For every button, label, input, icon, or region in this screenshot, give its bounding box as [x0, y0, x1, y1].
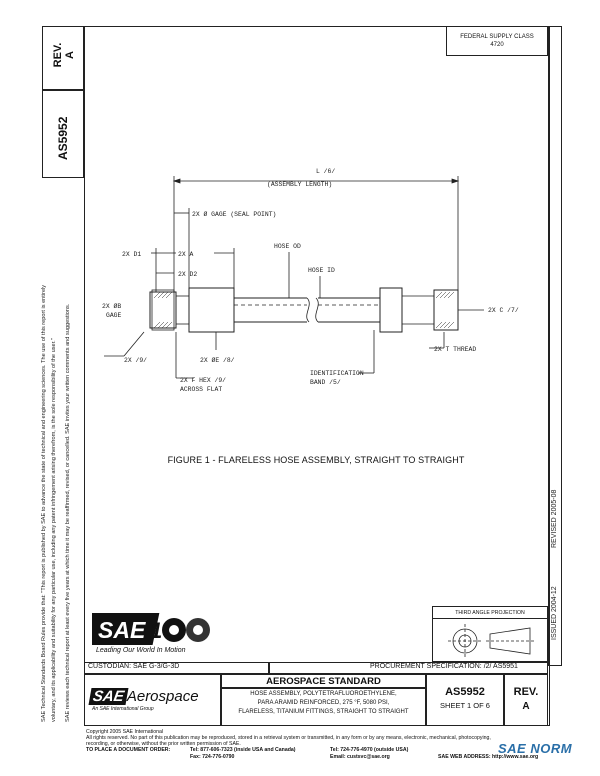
custodian-text: CUSTODIAN: SAE G-3/G-3D: [88, 663, 180, 670]
label-across-flat: ACROSS FLAT: [180, 386, 223, 393]
footer-tel-us: Tel: 877-606-7323 (inside USA and Canada): [190, 747, 296, 753]
footer-rights: All rights reserved. No part of this publication may be reproduced, stored in a retrieval system or transmitted, in any form or by any means, electronic, mechanical, photocopying,: [86, 735, 491, 741]
hose-assembly-drawing: [84, 160, 548, 400]
left-rev-label: REV. A: [52, 42, 76, 68]
label-t-thread: 2X T THREAD: [434, 346, 477, 353]
footer-rights2: recording, or otherwise, without the prior written permission of SAE.: [86, 741, 241, 747]
figure-caption: FIGURE 1 - FLARELESS HOSE ASSEMBLY, STRAIGHT TO STRAIGHT: [167, 455, 465, 465]
issued-date: ISSUED 2004-12: [551, 586, 558, 640]
label-length: L /6/: [316, 168, 336, 175]
footer-email: Email: custsvc@sae.org: [330, 754, 390, 760]
federal-supply-label: FEDERAL SUPPLY CLASS: [460, 34, 534, 40]
svg-text:1: 1: [150, 618, 163, 643]
label-f-hex: 2X F HEX /9/: [180, 377, 227, 384]
side-note-line3: SAE reviews each technical report at least every five years at which time it may be reaffirmed, revised, or cancelled. SAE invites your written comments and suggestions.: [65, 303, 71, 722]
title-doc-number: AS5952: [445, 686, 485, 698]
brand-sub: An SAE International Group: [92, 706, 154, 712]
label-gage2: GAGE: [106, 312, 122, 319]
third-angle-title: THIRD ANGLE PROJECTION: [455, 610, 525, 616]
federal-supply-box: [446, 26, 548, 56]
footer-fax: Fax: 724-776-0790: [190, 754, 235, 760]
third-angle-divider: [432, 618, 548, 619]
footer-copyright: Copyright 2005 SAE International: [86, 729, 163, 735]
right-socket: [380, 288, 402, 332]
footer-tel-outside: Tel: 724-776-4970 (outside USA): [330, 747, 409, 753]
footer-web[interactable]: SAE WEB ADDRESS: http://www.sae.org: [438, 754, 539, 760]
watermark: SAE NORM: [498, 741, 573, 756]
label-nine: 2X /9/: [124, 357, 148, 364]
label-phi-e: 2X ØE /8/: [200, 357, 235, 364]
federal-supply-value: 4720: [490, 42, 504, 48]
standard-type: AEROSPACE STANDARD: [266, 676, 381, 687]
third-angle-symbol-icon: [448, 624, 538, 658]
side-note-line1: SAE Technical Standards Board Rules provide that: "This report is published by SAE to advance the state of technical and engineering sciences. The use of this report is entirely: [41, 284, 47, 722]
label-length-sub: (ASSEMBLY LENGTH): [267, 181, 333, 188]
rev-cell: [504, 674, 548, 726]
label-a: 2X A: [178, 251, 194, 258]
revised-date: REVISED 2005-08: [551, 489, 558, 548]
sheet-number: SHEET 1 OF 6: [440, 701, 490, 710]
right-strip: [548, 26, 562, 666]
footer-order-label: TO PLACE A DOCUMENT ORDER:: [86, 747, 171, 753]
label-ident: IDENTIFICATION: [310, 370, 364, 377]
description-line-1: HOSE ASSEMBLY, POLYTETRAFLUOROETHYLENE,: [250, 691, 397, 697]
description-line-3: FLARELESS, TITANIUM FITTINGS, STRAIGHT TO STRAIGHT: [238, 709, 409, 715]
left-hex-nut: [150, 292, 176, 328]
label-hose-id: HOSE ID: [308, 267, 335, 274]
label-phi-b: 2X ØB: [102, 303, 122, 310]
side-note-line2: voluntary, and its applicability and suitability for any particular use, including any patent infringement arising therefrom, is the sole responsibility of the user.": [51, 338, 57, 722]
doc-number-cell: [426, 674, 504, 726]
left-doc-number: AS5952: [56, 116, 70, 160]
sae-100-logo: [92, 610, 212, 650]
label-d2: 2X D2: [178, 271, 198, 278]
left-socket: [189, 288, 234, 332]
svg-text:SAE: SAE: [98, 617, 146, 643]
sae-aerospace-logo: SAE Aerospace: [90, 688, 199, 705]
label-band: BAND /5/: [310, 379, 341, 386]
label-gage: 2X Ø GAGE (SEAL POINT): [192, 211, 277, 218]
label-hose-od: HOSE OD: [274, 243, 301, 250]
label-d1: 2X D1: [122, 251, 142, 258]
label-c: 2X C /7/: [488, 307, 519, 314]
logo-tagline: Leading Our World In Motion: [96, 647, 186, 654]
title-rev-value: A: [522, 701, 530, 712]
procurement-text: PROCUREMENT SPECIFICATION: /2/ AS5951: [370, 663, 518, 670]
description-line-2: PARA ARAMID REINFORCED, 275 °F, 5080 PSI,: [257, 700, 390, 706]
title-rev-label: REV.: [513, 686, 539, 698]
hose-break: [307, 298, 310, 322]
